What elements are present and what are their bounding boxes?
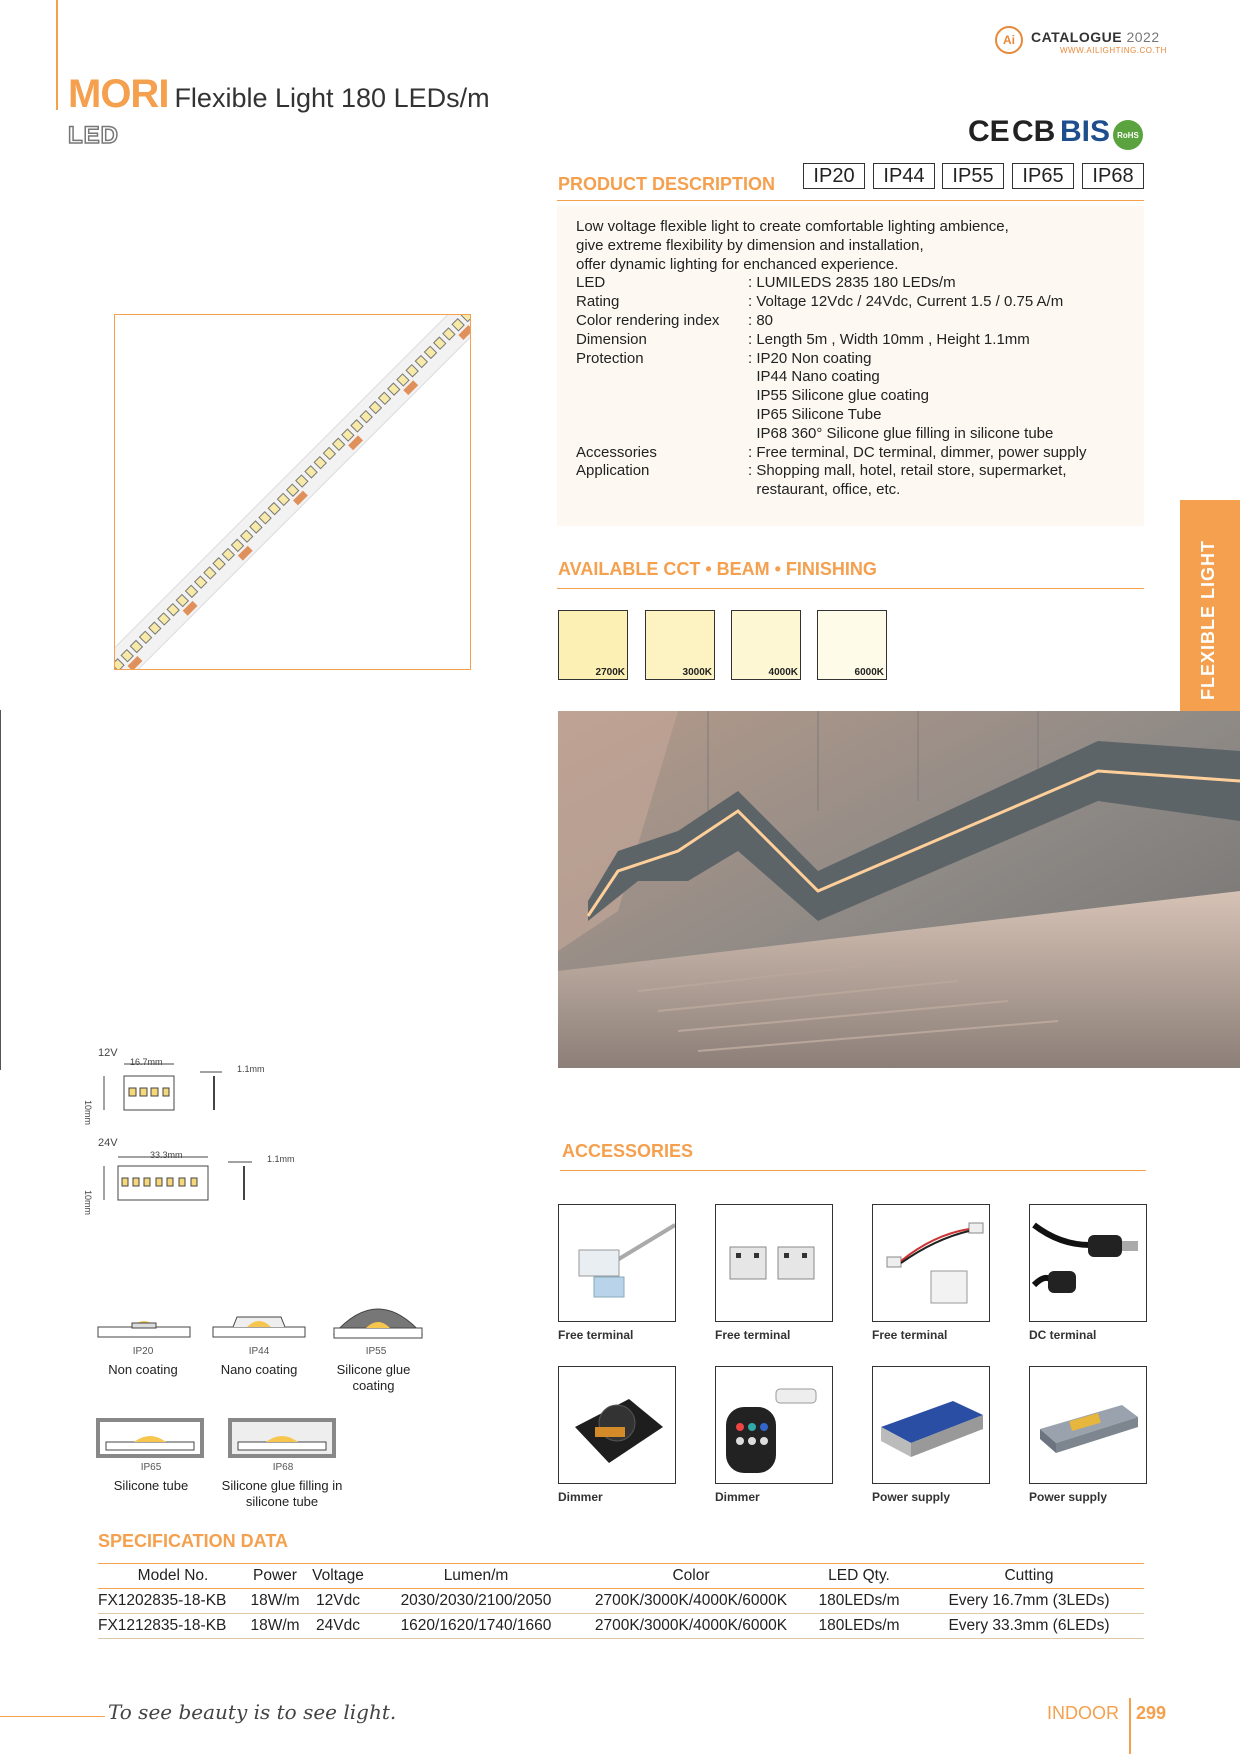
spec-value: : Shopping mall, hotel, retail store, supermarket, [748, 462, 1067, 480]
accessory-label: Free terminal [715, 1328, 791, 1342]
spec-row [576, 274, 1086, 293]
title-accent-line [56, 0, 58, 110]
spec-row [576, 387, 1086, 406]
spec-key: Accessories [576, 443, 657, 461]
dim-thickness-12v: 1.1mm [237, 1064, 265, 1074]
coating-code: IP20 [132, 1346, 154, 1357]
coating-code: IP68 [272, 1462, 294, 1473]
column-header: Voltage [302, 1564, 374, 1589]
dc-terminal-icon [1029, 1204, 1147, 1322]
coating-name: Non coating [108, 1362, 178, 1377]
dim-width-12v: 16.7mm [130, 1057, 163, 1067]
section-divider [560, 1170, 1146, 1171]
spec-value: : IP20 Non coating [748, 349, 872, 367]
cct-swatch-4000k: 4000K [731, 610, 801, 680]
coating-name: Silicone glue filling in silicone tube [221, 1478, 343, 1509]
spec-row [576, 312, 1086, 331]
table-cell: 180LEDs/m [804, 1589, 914, 1614]
coating-name: Nano coating [220, 1362, 298, 1377]
power-supply-silver-icon [1029, 1366, 1147, 1484]
free-terminal-cable-icon [872, 1204, 990, 1322]
spec-value: : 80 [748, 311, 774, 329]
bis-mark-icon: BIS [1060, 115, 1111, 148]
spec-key: LED [576, 274, 606, 292]
column-header: Lumen/m [374, 1564, 578, 1589]
spec-key [576, 368, 748, 387]
ce-mark-icon: CE [968, 115, 1010, 148]
column-header: Power [248, 1564, 302, 1589]
dim-height-24v: 10mm [83, 1190, 93, 1216]
footer-accent-line [0, 1716, 105, 1717]
accessory-label: Power supply [872, 1490, 951, 1504]
spec-key: Dimension [576, 330, 647, 348]
footer-section-label: INDOOR [1047, 1703, 1119, 1723]
spec-value: restaurant, office, etc. [748, 481, 901, 499]
table-cell: FX1202835-18-KB [98, 1589, 248, 1614]
category-side-tab: FLEXIBLE LIGHT [1180, 500, 1240, 750]
spec-value: : Length 5m , Width 10mm , Height 1.1mm [748, 330, 1030, 348]
ip65-cross-section [96, 1418, 204, 1458]
ip-rating-badge: IP44 [873, 163, 935, 189]
accessory-label: Dimmer [715, 1490, 760, 1504]
table-cell: 18W/m [248, 1589, 302, 1614]
spec-key: Rating [576, 293, 620, 311]
rohs-leaf-icon: RoHS [1113, 120, 1143, 150]
free-terminal-single-icon [558, 1204, 676, 1322]
free-terminal-pair-icon [715, 1204, 833, 1322]
section-divider [557, 588, 1144, 589]
footer-separator [1129, 1698, 1131, 1754]
table-row [98, 1589, 1144, 1614]
intro-line: offer dynamic lighting for enchanced experience. [576, 255, 899, 273]
table-cell: 1620/1620/1740/1660 [374, 1614, 578, 1639]
spec-row [576, 293, 1086, 312]
ip68-cross-section [228, 1418, 336, 1458]
table-cell: Every 33.3mm (6LEDs) [914, 1614, 1144, 1639]
ip-rating-badge: IP68 [1082, 163, 1144, 189]
coating-name: Silicone glue coating [336, 1362, 411, 1393]
spec-key [576, 425, 748, 444]
accessory-label: Free terminal [558, 1328, 634, 1342]
spec-value: IP68 360° Silicone glue filling in silicone tube [748, 424, 1054, 442]
product-description-heading: PRODUCT DESCRIPTION [558, 174, 776, 194]
footer-tagline: To see beauty is to see light. [108, 1700, 397, 1724]
website-link[interactable]: WWW.AILIGHTING.CO.TH [1060, 46, 1167, 55]
table-cell: Every 16.7mm (3LEDs) [914, 1589, 1144, 1614]
table-header-row [98, 1564, 1144, 1589]
cct-swatch-6000k: 6000K [817, 610, 887, 680]
dimension-drawing-12v [96, 1058, 296, 1114]
table-cell: 18W/m [248, 1614, 302, 1639]
accessory-label: Dimmer [558, 1490, 603, 1504]
ip44-cross-section [211, 1305, 307, 1341]
coating-code: IP44 [248, 1346, 270, 1357]
section-divider [557, 200, 1144, 201]
accessory-label: DC terminal [1029, 1328, 1097, 1342]
dim-thickness-24v: 1.1mm [267, 1154, 295, 1164]
ip-rating-badge: IP20 [803, 163, 865, 189]
remote-dimmer-icon [715, 1366, 833, 1484]
rotary-dimmer-icon [558, 1366, 676, 1484]
spec-value: IP55 Silicone glue coating [748, 387, 929, 405]
page-number: 299 [1136, 1703, 1167, 1723]
table-row [98, 1614, 1144, 1639]
product-brand: MORI [68, 72, 169, 116]
accessories-heading: ACCESSORIES [562, 1141, 694, 1161]
column-header: Color [578, 1564, 804, 1589]
page-edge-line [0, 710, 1, 1070]
accessory-label: Power supply [1029, 1490, 1108, 1504]
cb-mark-icon: CB [1012, 115, 1056, 148]
led-badge: LED [68, 122, 119, 149]
table-cell: 2030/2030/2100/2050 [374, 1589, 578, 1614]
specification-table [98, 1563, 1144, 1639]
table-cell: 24Vdc [302, 1614, 374, 1639]
table-cell: 180LEDs/m [804, 1614, 914, 1639]
spec-value: IP44 Nano coating [748, 368, 880, 386]
spec-key: Application [576, 462, 650, 480]
catalogue-title: CATALOGUE 2022 [1031, 29, 1160, 45]
ip-rating-badge: IP55 [942, 163, 1004, 189]
table-cell: FX1212835-18-KB [98, 1614, 248, 1639]
spec-row [576, 331, 1086, 350]
spec-value: : Free terminal, DC terminal, dimmer, power supply [748, 443, 1087, 461]
dim-voltage-24v: 24V [98, 1137, 118, 1149]
spec-key: Color rendering index [576, 311, 720, 329]
column-header: Model No. [98, 1564, 248, 1589]
dim-voltage-12v: 12V [98, 1047, 118, 1059]
spec-key [576, 387, 748, 406]
column-header: LED Qty. [804, 1564, 914, 1589]
product-name: Flexible Light 180 LEDs/m [174, 83, 490, 113]
application-photo-staircase [558, 711, 1240, 1068]
cct-swatch-3000k: 3000K [645, 610, 715, 680]
specification-heading: SPECIFICATION DATA [98, 1531, 288, 1551]
cct-swatch-2700k: 2700K [558, 610, 628, 680]
spec-key: Protection [576, 349, 644, 367]
dim-width-24v: 33.3mm [150, 1150, 183, 1160]
spec-row [576, 444, 1086, 463]
led-strip-photo [114, 314, 471, 670]
coating-name: Silicone tube [113, 1478, 189, 1493]
table-cell: 2700K/3000K/4000K/6000K [578, 1589, 804, 1614]
spec-row [576, 425, 1086, 444]
column-header: Cutting [914, 1564, 1144, 1589]
coating-code: IP65 [140, 1462, 162, 1473]
spec-row [576, 481, 1086, 500]
cct-heading: AVAILABLE CCT • BEAM • FINISHING [558, 559, 877, 579]
spec-row [576, 406, 1086, 425]
power-supply-blue-icon [872, 1366, 990, 1484]
description-text [576, 218, 1086, 500]
spec-row [576, 368, 1086, 387]
dim-height-12v: 10mm [83, 1100, 93, 1126]
catalogue-logo: Ai [995, 26, 1023, 54]
coating-code: IP55 [365, 1346, 387, 1357]
spec-value: : LUMILEDS 2835 180 LEDs/m [748, 274, 956, 292]
ip55-cross-section [330, 1290, 426, 1342]
ip-rating-badge: IP65 [1012, 163, 1074, 189]
spec-value: : Voltage 12Vdc / 24Vdc, Current 1.5 / 0.75 A/m [748, 293, 1064, 311]
intro-line: give extreme flexibility by dimension and installation, [576, 236, 924, 254]
ip20-cross-section [96, 1305, 192, 1341]
table-cell: 2700K/3000K/4000K/6000K [578, 1614, 804, 1639]
spec-key [576, 481, 748, 500]
intro-line: Low voltage flexible light to create comfortable lighting ambience, [576, 218, 1009, 235]
spec-key [576, 406, 748, 425]
accessory-label: Free terminal [872, 1328, 948, 1342]
spec-row [576, 462, 1086, 481]
spec-row [576, 350, 1086, 369]
table-cell: 12Vdc [302, 1589, 374, 1614]
spec-value: IP65 Silicone Tube [748, 405, 882, 423]
page-title [68, 72, 490, 117]
